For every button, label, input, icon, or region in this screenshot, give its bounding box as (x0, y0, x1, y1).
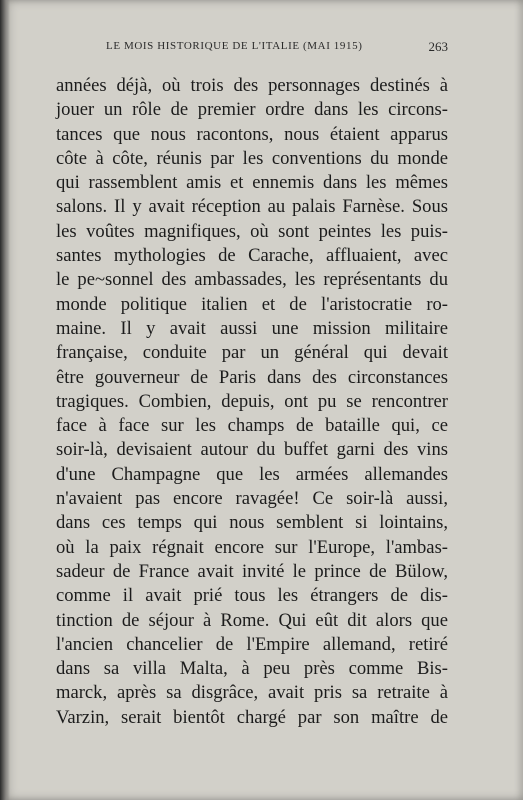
text-line: être gouverneur de Paris dans des circonstances (56, 366, 448, 388)
text-line: monde politique italien et de l'aristocratie ro- (56, 293, 448, 315)
text-line: l'ancien chancelier de l'Empire allemand, retiré (56, 633, 448, 655)
text-line: les voûtes magnifiques, où sont peintes les puis- (56, 220, 448, 242)
text-line: d'une Champagne que les armées allemandes (56, 463, 448, 485)
body-text (56, 74, 448, 730)
text-line: salons. Il y avait réception au palais Farnèse. Sous (56, 196, 448, 218)
text-line: face à face sur les champs de bataille qui, ce (56, 415, 448, 437)
text-line: côte à côte, réunis par les conventions du monde (56, 147, 448, 169)
text-line: n'avaient pas encore ravagée! Ce soir-là aussi, (56, 488, 448, 510)
text-line: santes mythologies de Carache, affluaient, avec (56, 245, 448, 267)
running-header (56, 40, 448, 58)
text-line: qui rassemblent amis et ennemis dans les mêmes (56, 172, 448, 194)
text-line: soir-là, devisaient autour du buffet garni des vins (56, 439, 448, 461)
text-line: jouer un rôle de premier ordre dans les circons- (56, 99, 448, 121)
text-line: sadeur de France avait invité le prince de Bülow, (56, 560, 448, 582)
text-line: française, conduite par un général qui devait (56, 342, 448, 364)
page-number: 263 (428, 39, 448, 54)
running-title: LE MOIS HISTORIQUE DE L'ITALIE (MAI 1915) (106, 40, 363, 52)
text-line: dans ces temps qui nous semblent si lointains, (56, 512, 448, 534)
text-line: où la paix régnait encore sur l'Europe, l'ambas- (56, 536, 448, 558)
text-line: tances que nous racontons, nous étaient apparus (56, 123, 448, 145)
page-gutter-shadow (0, 0, 10, 800)
text-line: le pe~sonnel des ambassades, les représentants du (56, 269, 448, 291)
text-line: tragiques. Combien, depuis, ont pu se rencontrer (56, 390, 448, 412)
text-line: Varzin, serait bientôt chargé par son maître de (56, 706, 448, 728)
text-line: années déjà, où trois des personnages destinés à (56, 75, 448, 96)
text-line: comme il avait prié tous les étrangers de dis- (56, 585, 448, 607)
text-line: marck, après sa disgrâce, avait pris sa retraite à (56, 682, 448, 704)
text-line: dans sa villa Malta, à peu près comme Bis- (56, 658, 448, 680)
text-line: tinction de séjour à Rome. Qui eût dit alors que (56, 609, 448, 631)
text-line: maine. Il y avait aussi une mission militaire (56, 317, 448, 339)
